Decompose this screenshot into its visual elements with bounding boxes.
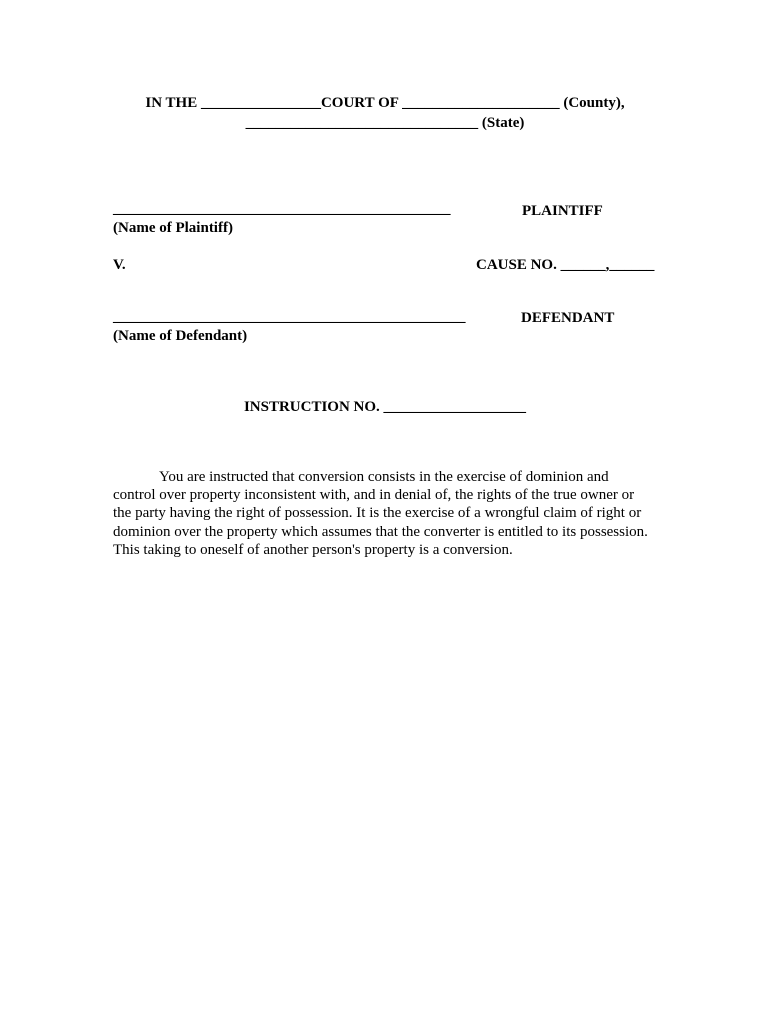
- state-header-line: _______________________________ (State): [245, 115, 525, 131]
- cause-number: CAUSE NO. ______,______: [476, 257, 655, 273]
- defendant-caption: (Name of Defendant): [113, 328, 248, 344]
- instruction-body: [113, 468, 673, 559]
- body-line: You are instructed that conversion consists in the exercise of dominion and: [159, 469, 609, 485]
- body-line: This taking to oneself of another person's property is a conversion.: [113, 541, 513, 558]
- plaintiff-caption: (Name of Plaintiff): [113, 220, 233, 236]
- plaintiff-name-blank: _____________________________________________: [113, 201, 451, 217]
- court-header-line: IN THE ________________COURT OF _____________________ (County),: [145, 95, 625, 111]
- body-line: the party having the right of possession. It is the exercise of a wrongful claim of right or: [113, 505, 642, 522]
- versus-label: V.: [113, 257, 126, 273]
- body-line: dominion over the property which assumes that the converter is entitled to its possession.: [113, 523, 648, 540]
- defendant-name-blank: _______________________________________________: [113, 309, 466, 325]
- plaintiff-role-label: PLAINTIFF: [522, 203, 603, 219]
- defendant-role-label: DEFENDANT: [521, 310, 615, 326]
- instruction-title: INSTRUCTION NO. ___________________: [243, 399, 527, 415]
- body-line: control over property inconsistent with, and in denial of, the rights of the true owner or: [113, 487, 635, 504]
